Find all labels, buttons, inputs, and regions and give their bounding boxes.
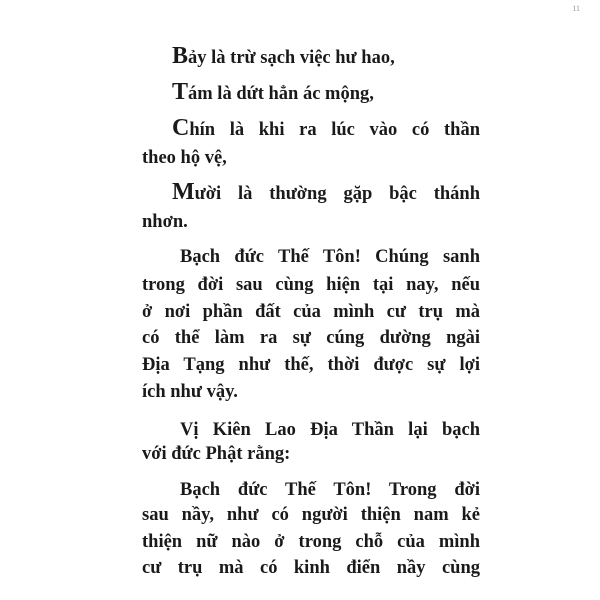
item-text: ười là thường gặp bậc thánh: [194, 184, 480, 204]
paragraph-line: trong đời sau cùng hiện tại nay, nếu: [142, 275, 480, 295]
paragraph-line: sau nầy, như có người thiện nam kẻ: [142, 505, 480, 525]
paragraph-line: cư trụ mà có kinh điển nầy cùng: [142, 558, 480, 578]
paragraph-line: Bạch đức Thế Tôn! Chúng sanh: [180, 247, 480, 267]
paragraph-line: ích như vậy.: [142, 382, 238, 402]
item-text: ám là dứt hẳn ác mộng,: [188, 84, 374, 104]
paragraph-line: ở nơi phần đất của mình cư trụ mà: [142, 302, 480, 322]
paragraph-line: có thể làm ra sự cúng dường ngài: [142, 328, 480, 348]
drop-cap: T: [172, 79, 189, 105]
item-text: ảy là trừ sạch việc hư hao,: [188, 48, 395, 68]
drop-cap: B: [172, 43, 189, 69]
paragraph-line: với đức Phật rằng:: [142, 444, 291, 464]
list-item-ten: [172, 181, 480, 203]
list-item-seven: [172, 45, 480, 67]
list-item-nine: [172, 117, 480, 139]
paragraph-line: thiện nữ nào ở trong chỗ của mình: [142, 532, 480, 552]
paragraph-line: Bạch đức Thế Tôn! Trong đời: [180, 480, 480, 500]
list-item-eight: [172, 81, 480, 103]
paragraph-line: Địa Tạng như thế, thời được sự lợi: [142, 355, 480, 375]
list-item-nine-continued: theo hộ vệ,: [142, 148, 227, 168]
page-number: 11: [572, 4, 580, 13]
drop-cap: C: [172, 115, 190, 141]
list-item-ten-continued: nhơn.: [142, 212, 188, 232]
drop-cap: M: [172, 179, 195, 205]
paragraph-line: Vị Kiên Lao Địa Thần lại bạch: [180, 420, 480, 440]
item-text: hín là khi ra lúc vào có thần: [189, 120, 480, 140]
